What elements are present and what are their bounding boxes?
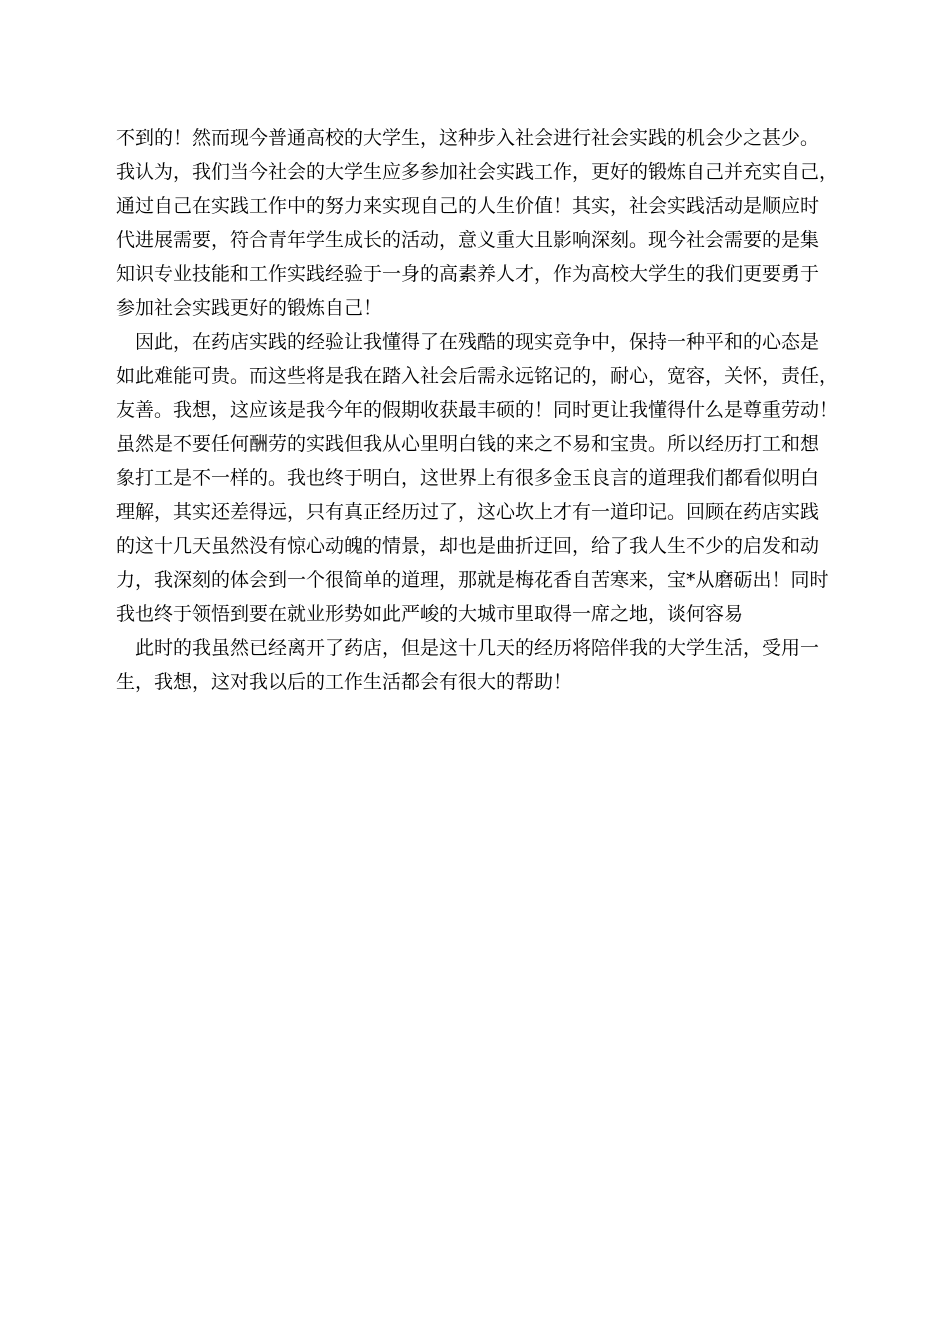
text-line: 不到的！然而现今普通高校的大学生，这种步入社会进行社会实践的机会少之甚少。 — [116, 127, 820, 149]
text-line: 的这十几天虽然没有惊心动魄的情景，却也是曲折迂回，给了我人生不少的启发和动 — [116, 535, 820, 557]
text-line: 力，我深刻的体会到一个很简单的道理，那就是梅花香自苦寒来，宝*从磨砺出！同时 — [116, 569, 829, 591]
text-line: 我认为，我们当今社会的大学生应多参加社会实践工作，更好的锻炼自己并充实自己， — [116, 161, 839, 183]
text-line: 如此难能可贵。而这些将是我在踏入社会后需永远铭记的，耐心，宽容，关怀，责任， — [116, 365, 839, 387]
text-line: 生，我想，这对我以后的工作生活都会有很大的帮助！ — [116, 671, 573, 693]
text-line: 我也终于领悟到要在就业形势如此严峻的大城市里取得一席之地，谈何容易 — [116, 603, 744, 625]
text-line: 友善。我想，这应该是我今年的假期收获最丰硕的！同时更让我懂得什么是尊重劳动！ — [116, 399, 839, 421]
paragraph-start-line: 因此，在药店实践的经验让我懂得了在残酷的现实竞争中，保持一种平和的心态是 — [135, 331, 820, 353]
text-line: 虽然是不要任何酬劳的实践但我从心里明白钱的来之不易和宝贵。所以经历打工和想 — [116, 433, 820, 455]
text-line: 通过自己在实践工作中的努力来实现自己的人生价值！其实，社会实践活动是顺应时 — [116, 195, 820, 217]
paragraph-start-line: 此时的我虽然已经离开了药店，但是这十几天的经历将陪伴我的大学生活，受用一 — [135, 637, 820, 659]
text-line: 知识专业技能和工作实践经验于一身的高素养人才，作为高校大学生的我们更要勇于 — [116, 263, 820, 285]
text-line: 代进展需要，符合青年学生成长的活动，意义重大且影响深刻。现今社会需要的是集 — [116, 229, 820, 251]
text-line: 象打工是不一样的。我也终于明白，这世界上有很多金玉良言的道理我们都看似明白 — [116, 467, 820, 489]
text-line: 理解，其实还差得远，只有真正经历过了，这心坎上才有一道印记。回顾在药店实践 — [116, 501, 820, 523]
document-body — [116, 121, 856, 699]
text-line: 参加社会实践更好的锻炼自己！ — [116, 297, 383, 319]
